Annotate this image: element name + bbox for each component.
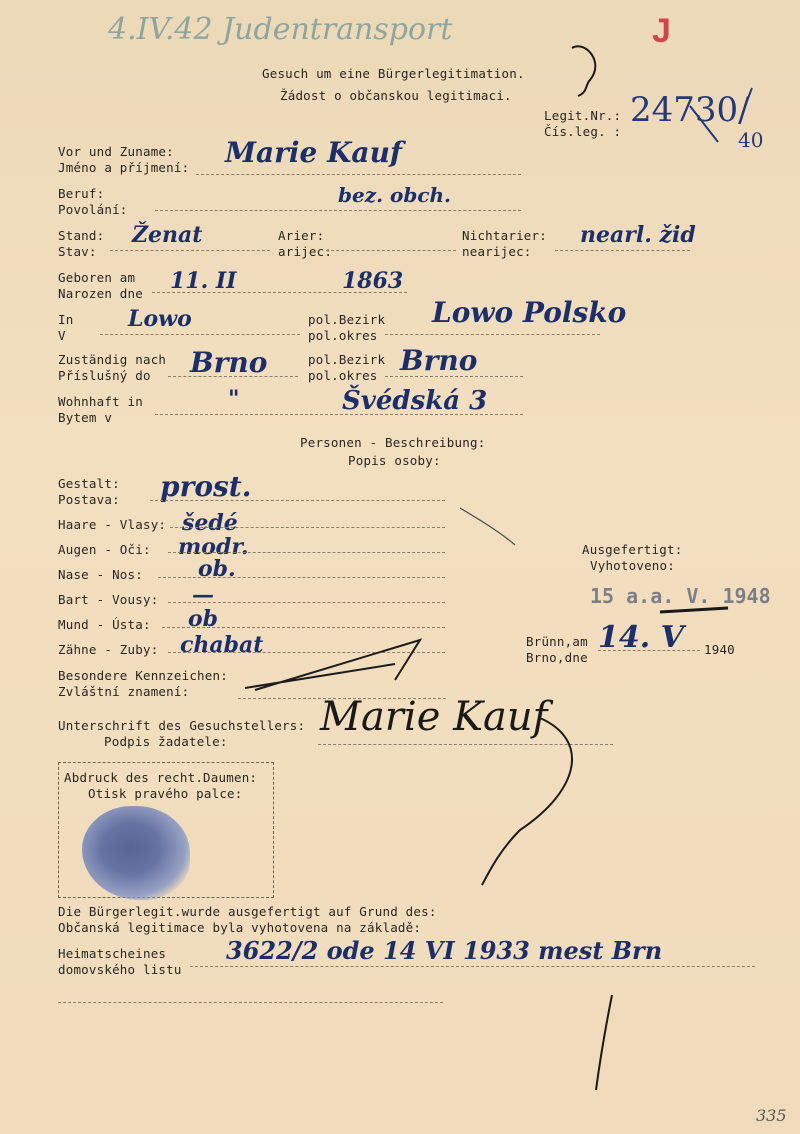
arier-label-cz: arijec:	[278, 244, 333, 259]
augen-value: modr.	[178, 534, 249, 560]
stand-label-cz: Stav:	[58, 244, 97, 259]
page-number: 335	[756, 1106, 787, 1125]
legit-label-cz: Čís.leg. :	[544, 124, 622, 139]
geboren-date: 11. II	[170, 268, 237, 294]
zustandig-label-cz: Příslušný do	[58, 368, 151, 383]
bart-line	[168, 602, 445, 603]
haare-label: Haare - Vlasy:	[58, 517, 167, 532]
stand-label-de: Stand:	[58, 228, 105, 243]
haare-value: šedé	[182, 510, 238, 536]
wohnhaft-label-de: Wohnhaft in	[58, 394, 143, 409]
mund-value: ob	[188, 606, 219, 632]
personen-title-cz: Popis osoby:	[348, 453, 441, 468]
gestalt-label-de: Gestalt:	[58, 476, 120, 491]
wohnhaft-line	[155, 414, 523, 415]
nichtarier-line	[555, 250, 690, 251]
place-cz: Brno,dne	[526, 650, 588, 665]
nase-label: Nase - Nos:	[58, 567, 143, 582]
pencil-note: 4.IV.42 Judentransport	[108, 12, 453, 47]
gestalt-label-cz: Postava:	[58, 492, 120, 507]
in-label-cz: V	[58, 328, 66, 343]
thumb-label-de: Abdruck des recht.Daumen:	[64, 770, 258, 785]
polbezirk1-line	[385, 334, 600, 335]
legit-number: 24730/	[630, 90, 750, 130]
polbezirk1-label-cz: pol.okres	[308, 328, 378, 343]
title-cz: Žádost o občanskou legitimaci.	[280, 88, 512, 103]
legit-label-de: Legit.Nr.:	[544, 108, 622, 123]
nichtarier-label-cz: nearijec:	[462, 244, 532, 259]
polbezirk1-label-de: pol.Bezirk	[308, 312, 386, 327]
beruf-label-de: Beruf:	[58, 186, 105, 201]
issue-year: 1940	[704, 642, 735, 657]
footer-line2: Občanská legitimace byla vyhotovena na základě:	[58, 920, 422, 935]
gestalt-value: prost.	[160, 470, 252, 503]
ausgefertigt-label-cz: Vyhotoveno:	[590, 558, 675, 573]
in-label-de: In	[58, 312, 74, 327]
polbezirk2-label-cz: pol.okres	[308, 368, 378, 383]
personen-title-de: Personen - Beschreibung:	[300, 435, 486, 450]
heimat-line	[190, 966, 755, 967]
signature-line	[318, 744, 613, 745]
title-de: Gesuch um eine Bürgerlegitimation.	[262, 66, 525, 81]
zustandig-label-de: Zuständig nach	[58, 352, 167, 367]
beruf-label-cz: Povolání:	[58, 202, 128, 217]
zahne-label: Zähne - Zuby:	[58, 642, 159, 657]
name-value: Marie Kauf	[225, 136, 402, 169]
kennzeichen-label-de: Besondere Kennzeichen:	[58, 668, 228, 683]
signature-label-de: Unterschrift des Gesuchstellers:	[58, 718, 306, 733]
geboren-year: 1863	[342, 268, 404, 294]
nichtarier-value: nearl. žid	[580, 222, 696, 248]
nase-line	[158, 577, 445, 578]
bart-value: —	[192, 582, 214, 608]
name-line	[196, 174, 521, 175]
bart-label: Bart - Vousy:	[58, 592, 159, 607]
heimat-label-de: Heimatscheines	[58, 946, 167, 961]
nase-value: ob.	[198, 556, 236, 582]
wohnhaft-label-cz: Bytem v	[58, 410, 113, 425]
stand-line	[110, 250, 270, 251]
zustandig-value: Brno	[190, 346, 268, 379]
mund-label: Mund - Ústa:	[58, 617, 151, 632]
beruf-line	[155, 210, 521, 211]
augen-line	[168, 552, 445, 553]
heimat-value: 3622/2 ode 14 VI 1933 mest Brn	[226, 936, 663, 965]
zahne-line	[168, 652, 445, 653]
signature-value: Marie Kauf	[320, 694, 548, 740]
legit-suffix: 40	[738, 128, 764, 152]
zahne-value: chabat	[180, 632, 264, 658]
in-line	[100, 334, 300, 335]
footer-line-empty	[58, 1002, 443, 1003]
geboren-line	[152, 292, 407, 293]
name-label-de: Vor und Zuname:	[58, 144, 174, 159]
ausgefertigt-label-de: Ausgefertigt:	[582, 542, 683, 557]
polbezirk2-label-de: pol.Bezirk	[308, 352, 386, 367]
thumb-label-cz: Otisk pravého palce:	[88, 786, 243, 801]
stand-value: Ženat	[132, 222, 203, 248]
kennzeichen-label-cz: Zvláštní znamení:	[58, 684, 190, 699]
place-de: Brünn,am	[526, 634, 588, 649]
wohnhaft-address: Švédská 3	[342, 386, 488, 416]
in-value: Lowo	[128, 306, 192, 332]
haare-line	[170, 527, 445, 528]
polbezirk2-line	[385, 376, 523, 377]
augen-label: Augen - Oči:	[58, 542, 151, 557]
beruf-value: bez. obch.	[338, 183, 451, 207]
arier-line	[326, 250, 456, 251]
polbezirk1-value: Lowo Polsko	[432, 296, 627, 329]
footer-line1: Die Bürgerlegit.wurde ausgefertigt auf Grund des:	[58, 904, 437, 919]
issue-date: 14. V	[598, 620, 684, 655]
geboren-label-de: Geboren am	[58, 270, 136, 285]
signature-label-cz: Podpis žadatele:	[104, 734, 228, 749]
gestalt-line	[150, 500, 445, 501]
zustandig-line	[168, 376, 298, 377]
name-label-cz: Jméno a příjmení:	[58, 160, 190, 175]
j-mark: J	[652, 12, 672, 50]
arier-label-de: Arier:	[278, 228, 325, 243]
nichtarier-label-de: Nichtarier:	[462, 228, 547, 243]
polbezirk2-value: Brno	[400, 344, 478, 377]
issue-date-line	[598, 650, 700, 651]
date-stamp: 15 a.a. V. 1948	[590, 584, 771, 608]
mund-line	[162, 627, 445, 628]
wohnhaft-value: "	[228, 386, 240, 412]
heimat-label-cz: domovského listu	[58, 962, 182, 977]
geboren-label-cz: Narozen dne	[58, 286, 143, 301]
